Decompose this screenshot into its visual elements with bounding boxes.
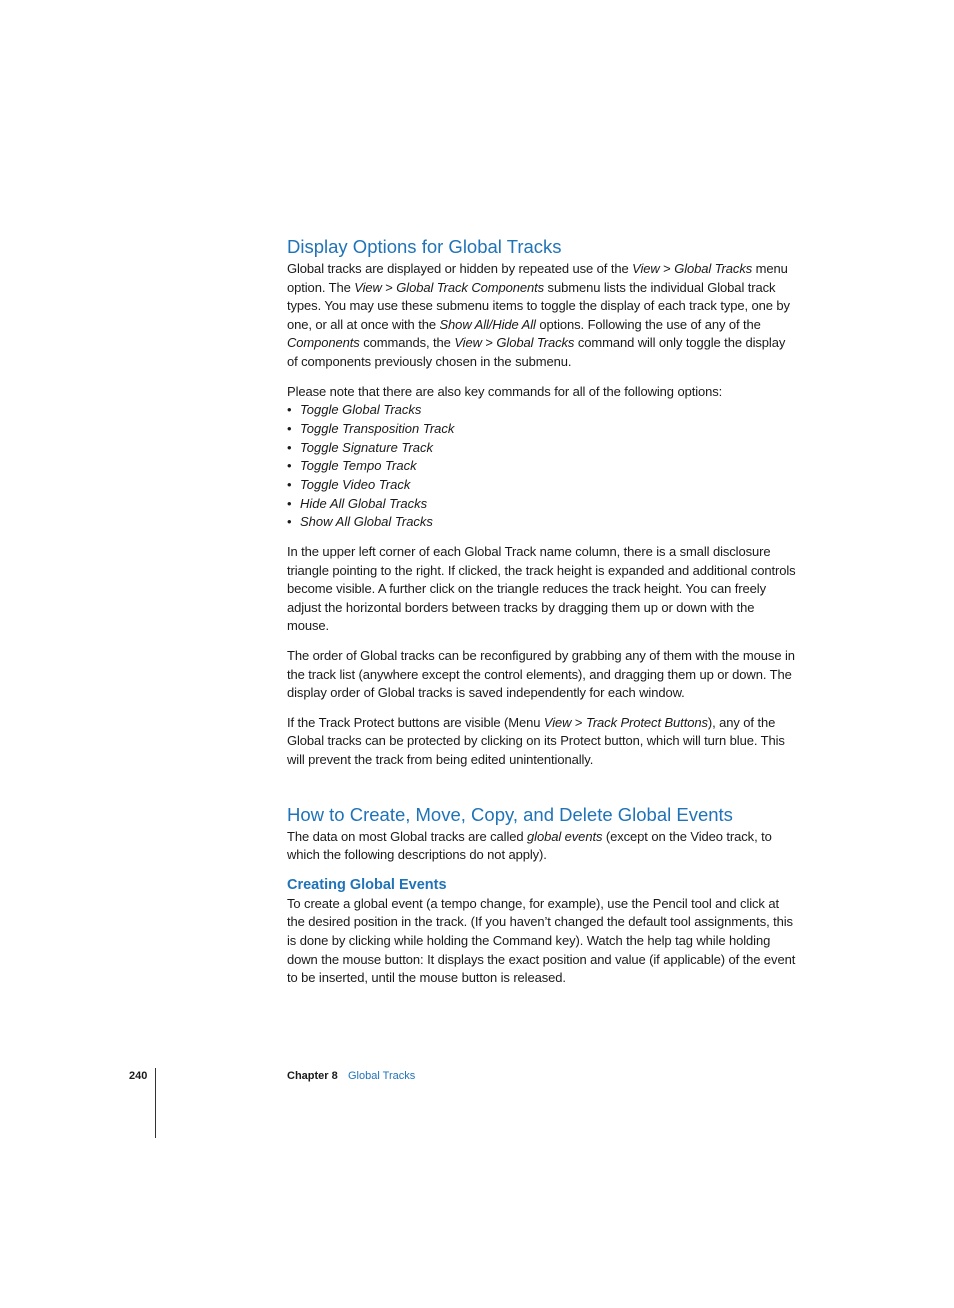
bullet-icon: • bbox=[287, 402, 292, 418]
menu-term: Components bbox=[287, 335, 360, 351]
list-item bbox=[287, 439, 799, 458]
menu-term: View bbox=[543, 714, 572, 730]
text-run: ), any of the Global tracks can be protected by clicking on its Protect button, which will turn blue. This will prevent the track from being edited unintentionally. bbox=[287, 714, 785, 768]
paragraph-track-order: The order of Global tracks can be reconfigured by grabbing any of them with the mouse in the track list (anywhere except the control elements), and dragging them up or down. The display order of Global tracks is saved independently for each window. bbox=[287, 648, 795, 701]
text-run: Global tracks are displayed or hidden by repeated use of the bbox=[287, 261, 633, 276]
menu-term: View bbox=[632, 261, 660, 276]
list-item bbox=[287, 420, 799, 439]
text-run: If the Track Protect buttons are visible (Menu bbox=[287, 714, 544, 730]
defined-term: global events bbox=[527, 828, 603, 844]
bullet-icon: • bbox=[287, 420, 292, 436]
list-item-text: Toggle Video Track bbox=[300, 476, 411, 492]
paragraph-key-commands-note: Please note that there are also key commands for all of the following options: bbox=[287, 383, 723, 399]
paragraph-disclosure-triangle: In the upper left corner of each Global Track name column, there is a small disclosure triangle pointing to the right. If clicked, the track height is expanded and additional controls become visible. A further click on the triangle reduces the track height. You can freely adjust the horizontal borders between tracks by dragging them up or down with the mouse. bbox=[287, 544, 796, 634]
text-run: > bbox=[381, 279, 397, 295]
menu-term: View bbox=[354, 279, 382, 295]
text-run: commands, the bbox=[359, 335, 455, 351]
menu-term: View bbox=[454, 335, 482, 351]
text-run: The data on most Global tracks are called bbox=[287, 828, 528, 844]
text-run: > bbox=[659, 261, 675, 276]
bullet-icon: • bbox=[287, 458, 292, 474]
paragraph-creating-events: To create a global event (a tempo change, for example), use the Pencil tool and click at the desired position in the track. (If you haven’t changed the default tool assignments, this is done by clicking while holding the Command key). Watch the help tag while holding down the mouse button: It displays the exact position and value (if applicable) of the event to be inserted, until the mouse button is released. bbox=[287, 895, 796, 986]
list-item bbox=[287, 476, 799, 495]
menu-term: Track Protect Buttons bbox=[585, 714, 708, 730]
footer-chapter-title: Global Tracks bbox=[348, 1070, 416, 1082]
list-item-text: Toggle Signature Track bbox=[300, 439, 433, 455]
list-item bbox=[287, 401, 799, 420]
subsection-heading-creating-events: Creating Global Events bbox=[287, 876, 447, 893]
paragraph-global-tracks-intro bbox=[287, 260, 799, 372]
bullet-icon: • bbox=[287, 476, 292, 492]
list-item-text: Hide All Global Tracks bbox=[300, 495, 428, 511]
menu-term: Global Track Components bbox=[396, 279, 545, 295]
section-spacer bbox=[287, 770, 799, 802]
footer-chapter-label: Chapter 8 bbox=[287, 1070, 338, 1082]
list-item-text: Toggle Tempo Track bbox=[300, 458, 417, 474]
section-heading-global-events: How to Create, Move, Copy, and Delete Global Events bbox=[287, 803, 733, 825]
section-heading-display-options: Display Options for Global Tracks bbox=[287, 236, 562, 257]
paragraph-global-events-intro bbox=[287, 828, 799, 865]
bullet-icon: • bbox=[287, 514, 292, 530]
text-run: submenu lists the individual Global track types. You may use these submenu items to toggle the display of each track type, one by one, or all at once with the bbox=[287, 279, 790, 332]
menu-term: Show All/Hide All bbox=[439, 316, 536, 332]
list-item-text: Toggle Global Tracks bbox=[300, 402, 422, 418]
text-run: menu option. The bbox=[287, 261, 788, 295]
key-command-list bbox=[287, 401, 799, 532]
text-run: options. Following the use of any of the bbox=[535, 316, 761, 332]
text-run: > bbox=[481, 335, 497, 351]
list-item bbox=[287, 513, 799, 532]
list-item-text: Show All Global Tracks bbox=[300, 514, 433, 530]
menu-term: Global Tracks bbox=[496, 335, 575, 351]
bullet-icon: • bbox=[287, 495, 292, 511]
list-item bbox=[287, 457, 799, 476]
text-run: command will only toggle the display of components previously chosen in the submenu. bbox=[287, 335, 786, 369]
text-run: > bbox=[571, 714, 586, 730]
footer-divider bbox=[155, 1068, 156, 1138]
text-run: (except on the Video track, to which the following descriptions do not apply). bbox=[287, 828, 772, 863]
list-item-text: Toggle Transposition Track bbox=[300, 420, 455, 436]
page-content bbox=[287, 234, 799, 988]
menu-term: Global Tracks bbox=[674, 261, 753, 276]
page-number: 240 bbox=[129, 1070, 148, 1082]
list-item bbox=[287, 495, 799, 514]
paragraph-track-protect bbox=[287, 714, 799, 770]
bullet-icon: • bbox=[287, 439, 292, 455]
